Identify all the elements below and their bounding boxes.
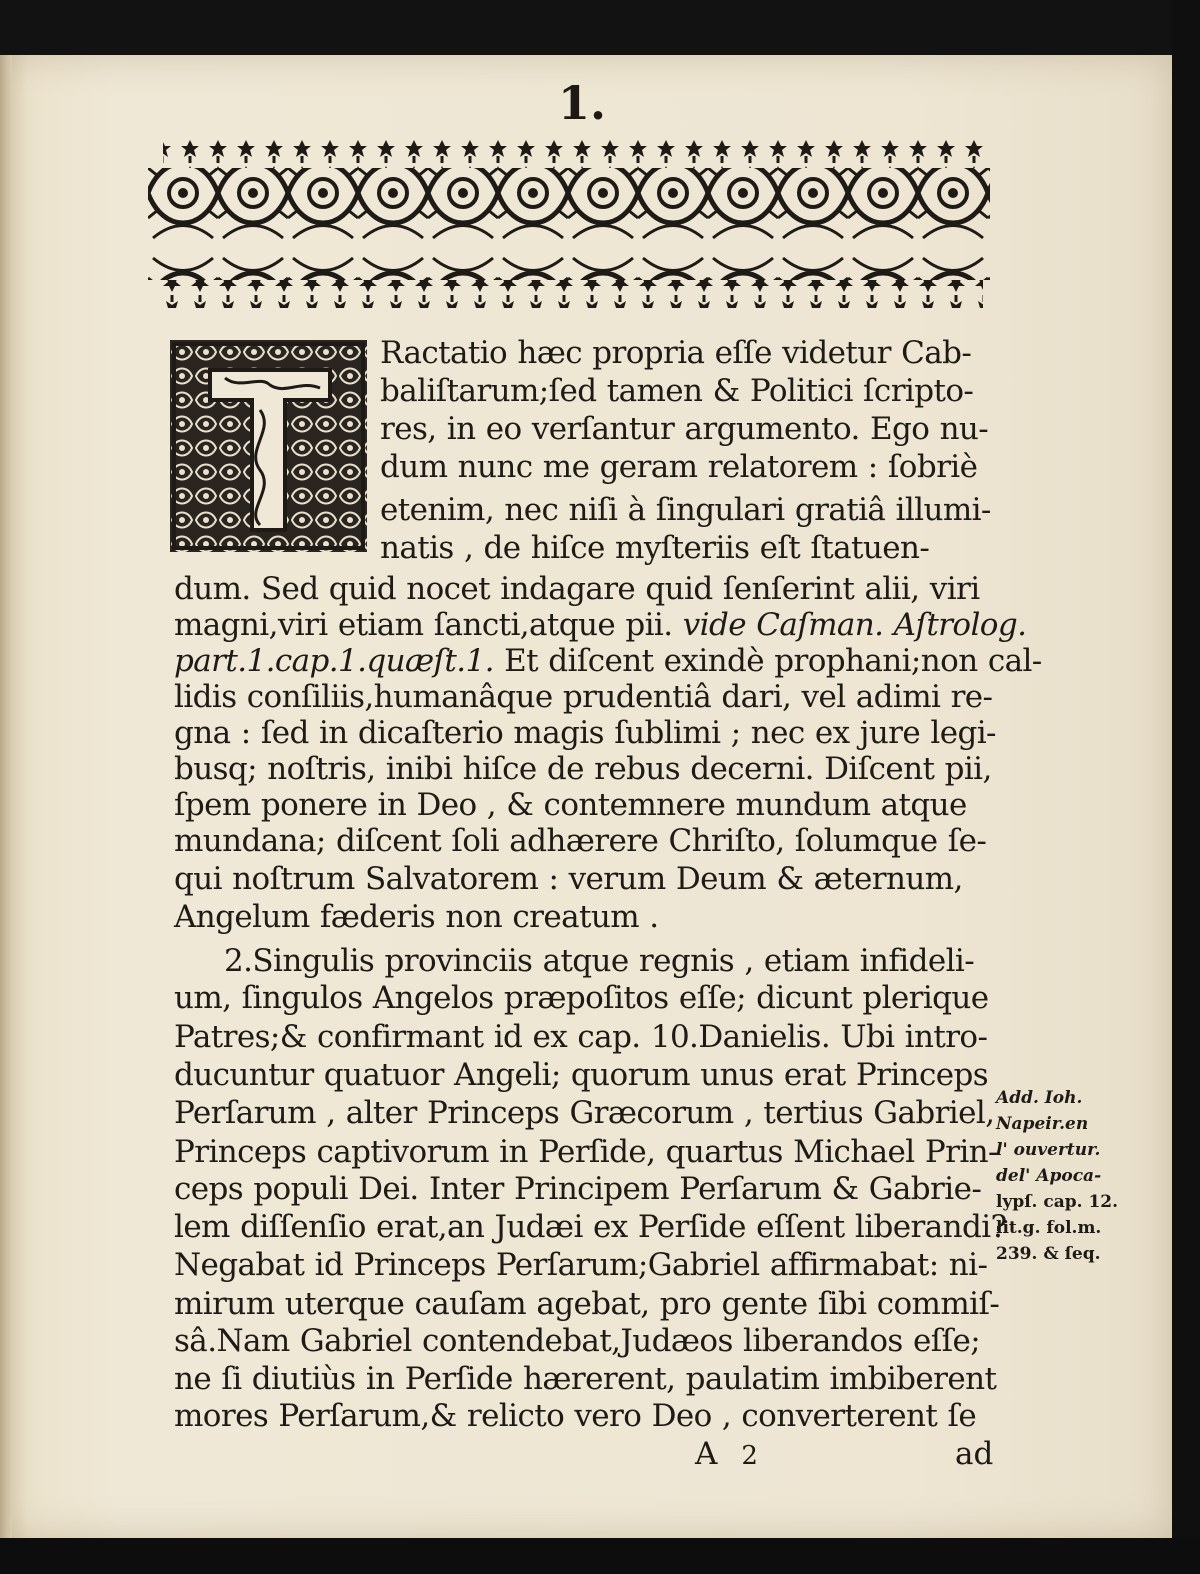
text-line: dum nunc me geram relatorem : ſobriè bbox=[380, 449, 978, 485]
text-line: dum. Sed quid nocet indagare quid ſenſerint alii, viri bbox=[174, 571, 980, 607]
page-gutter bbox=[0, 55, 12, 1538]
text-line: ceps populi Dei. Inter Principem Perſarum & Gabrie- bbox=[174, 1171, 982, 1207]
citation-italic: vide Caſman. Aſtrolog. bbox=[682, 607, 1027, 643]
text-line: qui noſtrum Salvatorem : verum Deum & æternum, bbox=[174, 861, 963, 897]
text-line: mirum uterque cauſam agebat, pro gente ſibi commiſ- bbox=[174, 1286, 1000, 1322]
text-line: busq; noſtris, inibi hiſce de rebus decerni. Diſcent pii, bbox=[174, 751, 992, 787]
text-run: Et diſcent exindè prophani;non cal- bbox=[493, 643, 1042, 679]
text-line: natis , de hiſce myſteriis eſt ſtatuen- bbox=[380, 530, 930, 566]
marginal-note-line: lit.g. fol.m. bbox=[996, 1218, 1102, 1238]
text-line: ne ſi diutiùs in Perſide hærerent, paulatim imbiberent bbox=[174, 1361, 997, 1397]
marginal-note bbox=[996, 1085, 1136, 1267]
text-line bbox=[174, 642, 1042, 680]
text-line: baliſtarum;ſed tamen & Politici ſcripto- bbox=[380, 373, 974, 409]
text-line: etenim, nec niſi à ſingulari gratiâ illumi- bbox=[380, 492, 991, 528]
text-line: ſpem ponere in Deo , & contemnere mundum atque bbox=[174, 787, 967, 823]
text-line: mundana; diſcent ſoli adhærere Chriſto, ſolumque ſe- bbox=[174, 823, 987, 859]
scan-frame-top bbox=[0, 0, 1200, 55]
marginal-note-line: lypſ. cap. 12. bbox=[996, 1192, 1119, 1212]
text-line: Princeps captivorum in Perſide, quartus Michael Prin- bbox=[174, 1134, 998, 1170]
text-line: Ractatio hæc propria eſſe videtur Cab- bbox=[380, 335, 972, 371]
text-line: res, in eo verſantur argumento. Ego nu- bbox=[380, 411, 989, 447]
decorated-initial-T-icon bbox=[170, 340, 367, 552]
marginal-note-line: Add. Ioh. bbox=[996, 1088, 1083, 1108]
text-line: lem diſſenſio erat,an Judæi ex Perſide eſſent liberandi? bbox=[174, 1209, 1007, 1245]
text-line: Patres;& confirmant id ex cap. 10.Danielis. Ubi intro- bbox=[174, 1019, 988, 1055]
signature-mark bbox=[695, 1436, 758, 1472]
citation-italic: part.1.cap.1.quæſt.1. bbox=[174, 643, 494, 679]
signature-letter: A bbox=[695, 1436, 718, 1472]
catchword: ad bbox=[955, 1436, 994, 1472]
text-line: Angelum fæderis non creatum . bbox=[174, 899, 659, 935]
text-line: Perſarum , alter Princeps Græcorum , tertius Gabriel, bbox=[174, 1095, 995, 1131]
marginal-note-line: l' ouvertur. bbox=[996, 1140, 1101, 1160]
text-run: magni,viri etiam ſancti,atque pii. bbox=[174, 607, 683, 643]
text-line: Negabat id Princeps Perſarum;Gabriel affirmabat: ni- bbox=[174, 1247, 988, 1283]
text-line: gna : ſed in dicaſterio magis ſublimi ; nec ex jure legi- bbox=[174, 715, 996, 751]
page-number: 1. bbox=[558, 76, 607, 130]
text-line: mores Perſarum,& relicto vero Deo , converterent ſe bbox=[174, 1398, 977, 1434]
text-line: lidis conſiliis,humanâque prudentiâ dari, vel adimi re- bbox=[174, 679, 993, 715]
text-line: ducuntur quatuor Angeli; quorum unus erat Princeps bbox=[174, 1057, 989, 1093]
scan-frame-right bbox=[1172, 0, 1200, 1574]
text-line: sâ.Nam Gabriel contendebat,Judæos liberandos eſſe; bbox=[174, 1323, 981, 1359]
text-line: 2.Singulis provinciis atque regnis , etiam infideli- bbox=[224, 943, 975, 979]
signature-number: 2 bbox=[741, 1441, 758, 1471]
marginal-note-line: del' Apoca- bbox=[996, 1166, 1102, 1186]
marginal-note-line: Napeir.en bbox=[996, 1114, 1089, 1134]
marginal-note-line: 239. & ſeq. bbox=[996, 1244, 1101, 1264]
ornamental-headpiece-icon bbox=[148, 138, 990, 310]
scan-frame-bottom bbox=[0, 1538, 1200, 1574]
text-line: um, ſingulos Angelos præpoſitos eſſe; dicunt plerique bbox=[174, 980, 989, 1016]
text-line bbox=[174, 606, 1027, 644]
